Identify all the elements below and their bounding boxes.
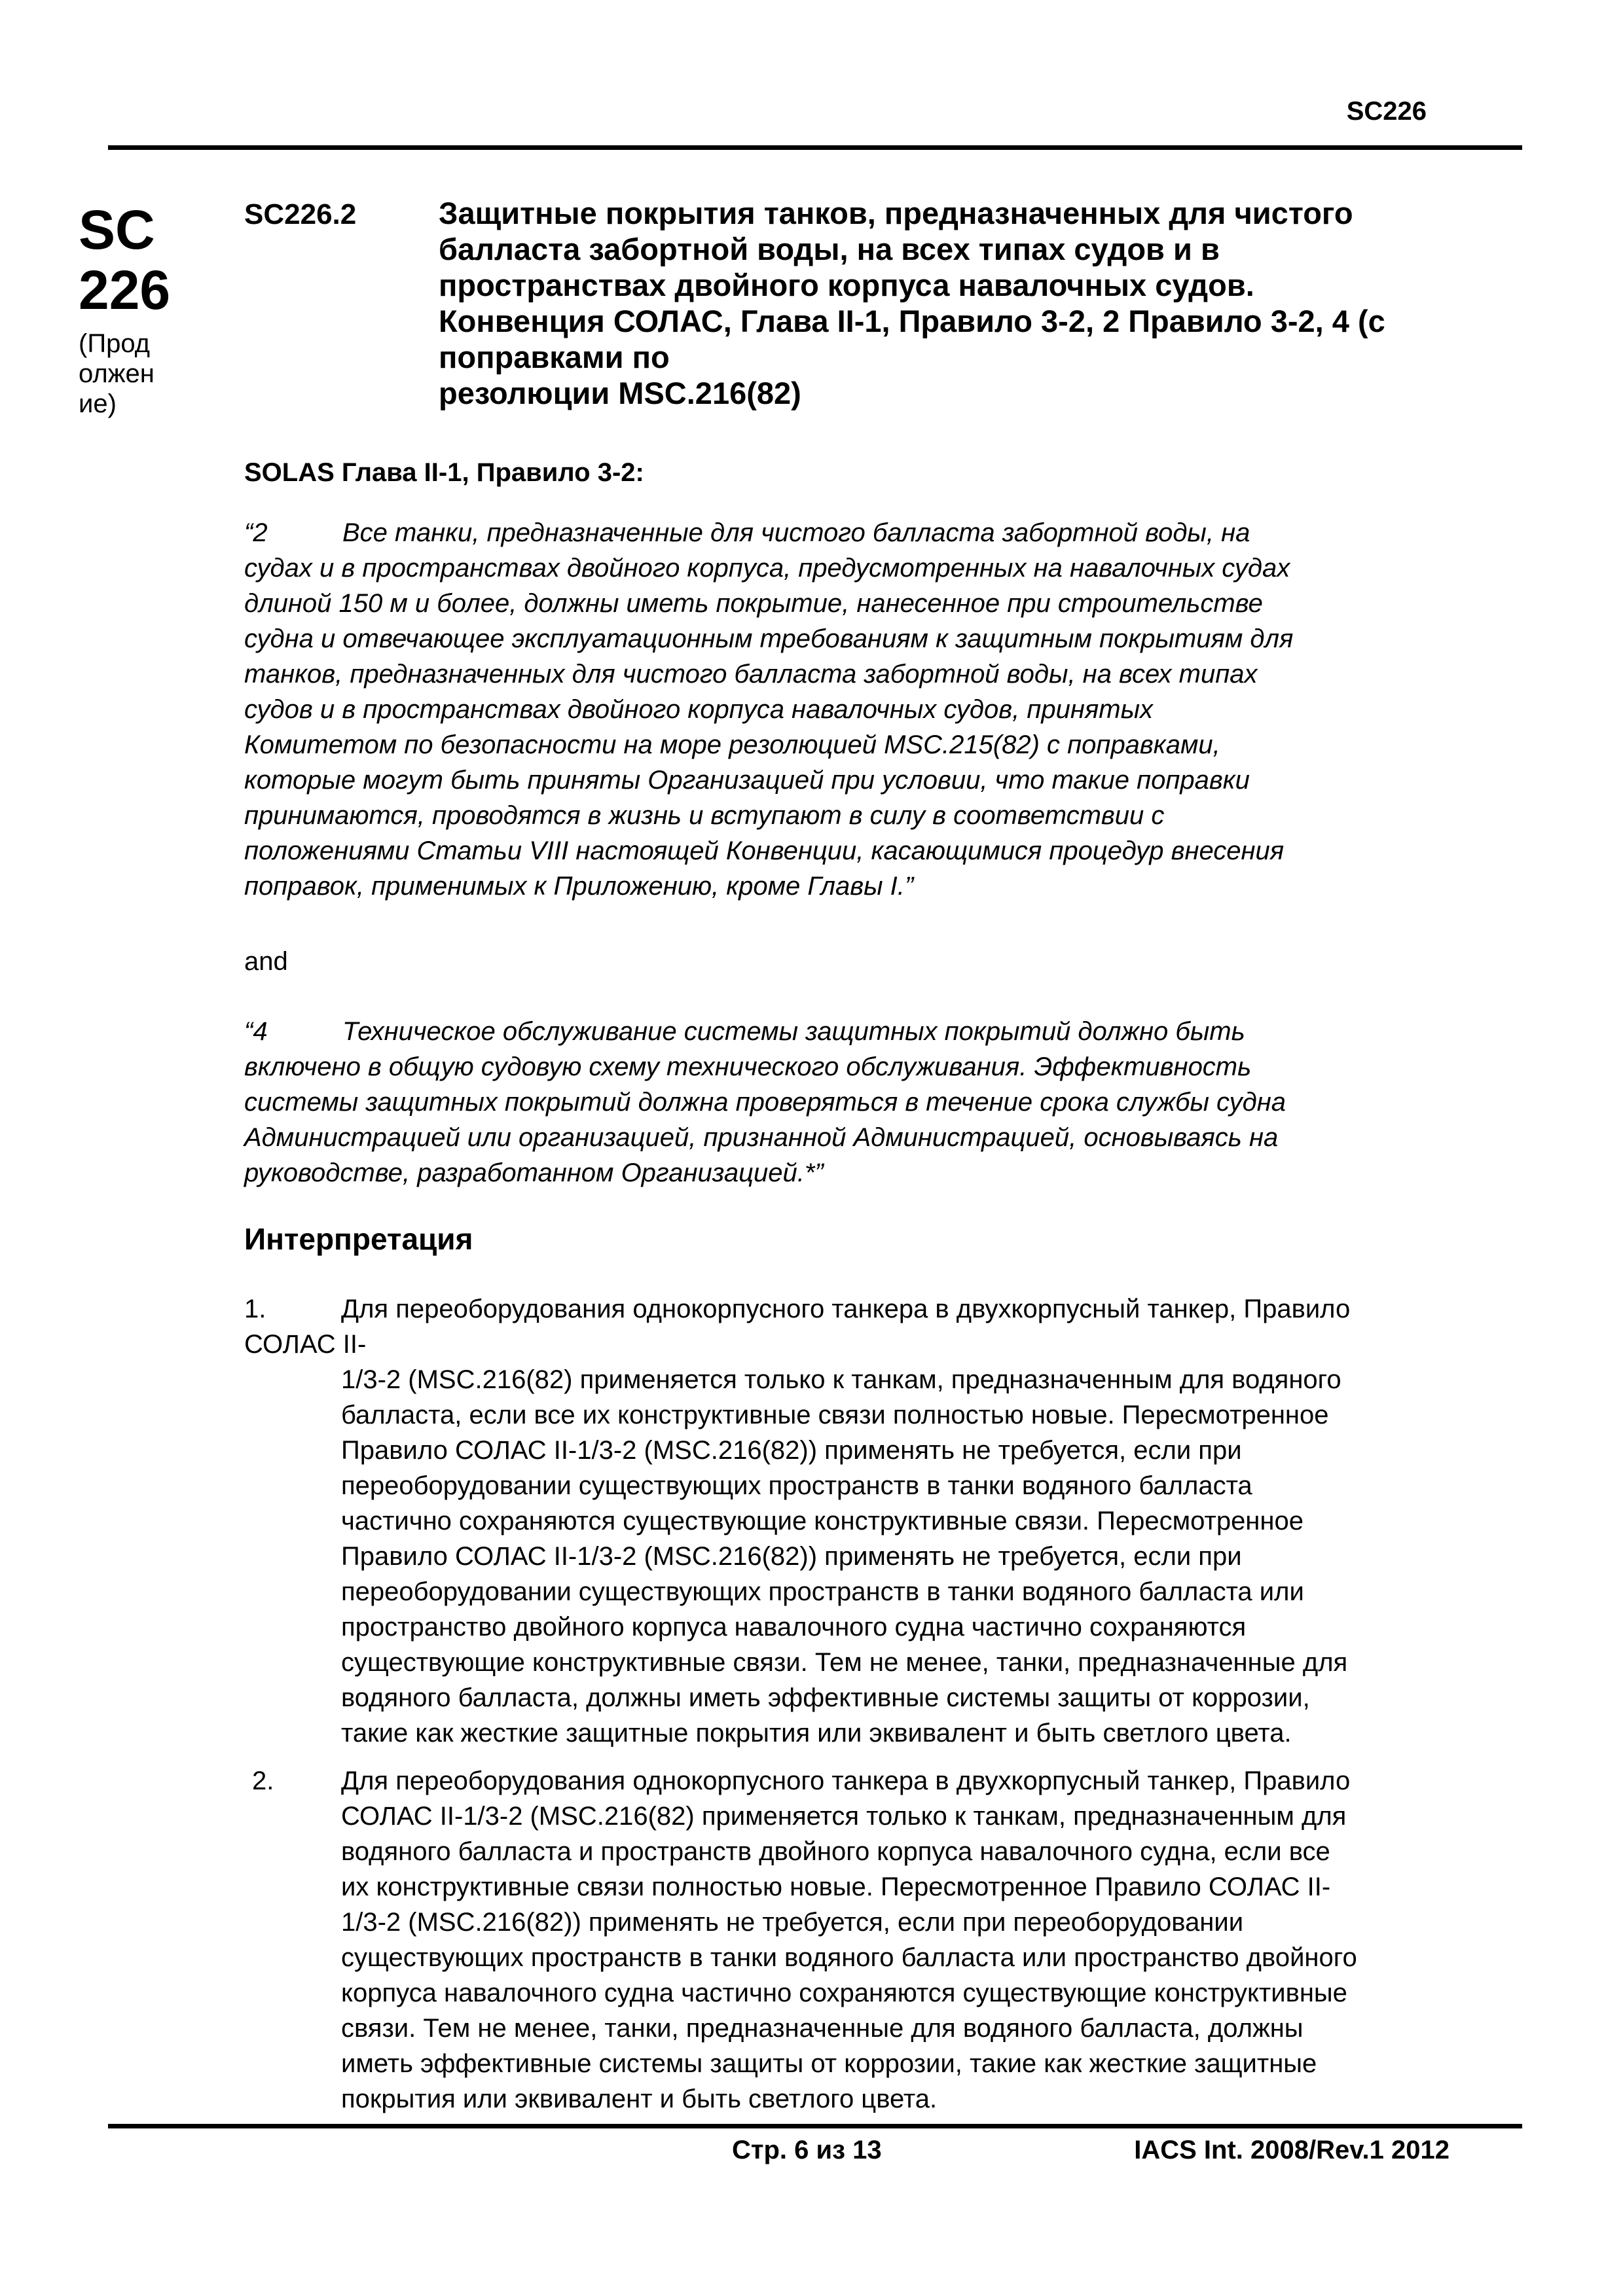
quote-line: судов и в пространствах двойного корпуса навалочных судов, принятых [244,695,1154,724]
quote-rule-2 [244,515,1475,904]
quote-line: Комитетом по безопасности на море резолюцией MSC.215(82) с поправками, [244,730,1220,759]
para-line: пространство двойного корпуса навалочного судна частично сохраняются [341,1613,1247,1641]
para-line: 1/3-2 (MSC.216(82) применяется только к танкам, предназначенным для водяного [341,1365,1341,1394]
title-line: резолюции MSC.216(82) [439,376,801,410]
sidebar-continued [79,329,170,419]
quote-line: Все танки, предназначенные для чистого балласта забортной воды, на [342,518,1250,547]
quote-line: которые могут быть приняты Организацией при условии, что такие поправки [244,766,1250,795]
sidebar-sc: SC [79,199,155,260]
quote-line: поправок, применимых к Приложению, кроме Главы I.” [244,872,914,901]
para-line: Для переоборудования однокорпусного танкера в двухкорпусный танкер, Правило [341,1295,1351,1323]
sidebar-code [79,200,177,320]
sidebar-num: 226 [79,259,171,321]
section-number: SC226.2 [244,198,357,230]
quote-line: руководстве, разработанном Организацией.*” [244,1158,824,1187]
quote-line: танков, предназначенных для чистого балласта забортной воды, на всех типах [244,660,1258,689]
title-line: Защитные покрытия танков, предназначенных для чистого [439,196,1353,230]
para-line: СОЛАС II-1/3-2 (MSC.216(82) применяется только к танкам, предназначенным для [341,1802,1347,1831]
para-line: такие как жесткие защитные покрытия или эквивалент и быть светлого цвета. [341,1719,1292,1748]
para-number: 1. [244,1295,266,1323]
interpretation-para-2 [244,1763,1482,2117]
quote-line: судах и в пространствах двойного корпуса, предусмотренных на навалочных судах [244,554,1290,583]
footer-rule [108,2124,1522,2128]
footer-page-number: Стр. 6 из 13 [732,2136,882,2164]
para-line: переоборудовании существующих пространств в танки водяного балласта или [341,1577,1304,1606]
para-line: иметь эффективные системы защиты от коррозии, такие как жесткие защитные [341,2049,1317,2078]
para-line: корпуса навалочного судна частично сохраняются существующие конструктивные [341,1979,1347,2007]
title-line: пространствах двойного корпуса навалочных судов. [439,268,1254,302]
para-line: переоборудовании существующих пространств в танки водяного балласта [341,1471,1252,1500]
para-line: водяного балласта, должны иметь эффективные системы защиты от коррозии, [341,1683,1310,1712]
title-line: Конвенция СОЛАС, Глава II-1, Правило 3-2, 2 Правило 3-2, 4 (с [439,304,1385,338]
sidebar-cont-line: (Прод [79,329,151,358]
quote-line: длиной 150 м и более, должны иметь покрытие, нанесенное при строительстве [244,589,1263,618]
quote-line: системы защитных покрытий должна проверяться в течение срока службы судна [244,1088,1286,1117]
quote-line: включено в общую судовую схему технического обслуживания. Эффективность [244,1052,1252,1081]
header-code: SC226 [1346,97,1427,126]
title-line: поправками по [439,340,670,374]
title-line: балласта забортной воды, на всех типах судов и в [439,232,1220,266]
and-text: and [244,947,288,976]
para-line: балласта, если все их конструктивные связи полностью новые. Пересмотренное [341,1401,1329,1429]
para-line: водяного балласта и пространств двойного корпуса навалочного судна, если все [341,1837,1330,1866]
quote-line: судна и отвечающее эксплуатационным требованиям к защитным покрытиям для [244,624,1294,653]
interpretation-para-1 [244,1291,1482,1751]
para-line: Правило СОЛАС II-1/3-2 (MSC.216(82)) применять не требуется, если при [341,1436,1242,1465]
quote-line: принимаются, проводятся в жизнь и вступают в силу в соответствии с [244,801,1165,830]
section-title [439,195,1460,411]
header-rule [108,145,1522,150]
quote-number: “2 [244,518,268,547]
interpretation-heading: Интерпретация [244,1222,473,1256]
para-line: их конструктивные связи полностью новые. Пересмотренное Правило СОЛАС II- [341,1873,1331,1901]
para-line: СОЛАС II- [244,1330,367,1359]
para-number: 2. [252,1767,274,1795]
para-line: Для переоборудования однокорпусного танкера в двухкорпусный танкер, Правило [341,1767,1351,1795]
para-line: существующих пространств в танки водяного балласта или пространство двойного [341,1943,1357,1972]
footer-document-ref: IACS Int. 2008/Rev.1 2012 [1134,2136,1450,2164]
quote-number: “4 [244,1017,268,1046]
quote-line: Техническое обслуживание системы защитных покрытий должно быть [342,1017,1245,1046]
para-line: 1/3-2 (MSC.216(82)) применять не требуется, если при переоборудовании [341,1908,1244,1937]
para-line: покрытия или эквивалент и быть светлого цвета. [341,2085,938,2113]
para-line: связи. Тем не менее, танки, предназначенные для водяного балласта, должны [341,2014,1304,2043]
quote-rule-4 [244,1014,1475,1191]
para-line: частично сохраняются существующие конструктивные связи. Пересмотренное [341,1507,1304,1535]
para-line: Правило СОЛАС II-1/3-2 (MSC.216(82)) применять не требуется, если при [341,1542,1242,1571]
sidebar-cont-line: ие) [79,389,117,418]
quote-line: Администрацией или организацией, признанной Администрацией, основываясь на [244,1123,1279,1152]
solas-heading: SOLAS Глава II-1, Правило 3-2: [244,458,644,487]
para-line: существующие конструктивные связи. Тем не менее, танки, предназначенные для [341,1648,1348,1677]
sidebar-cont-line: олжен [79,359,155,388]
quote-line: положениями Статьи VIII настоящей Конвенции, касающимися процедур внесения [244,836,1285,865]
